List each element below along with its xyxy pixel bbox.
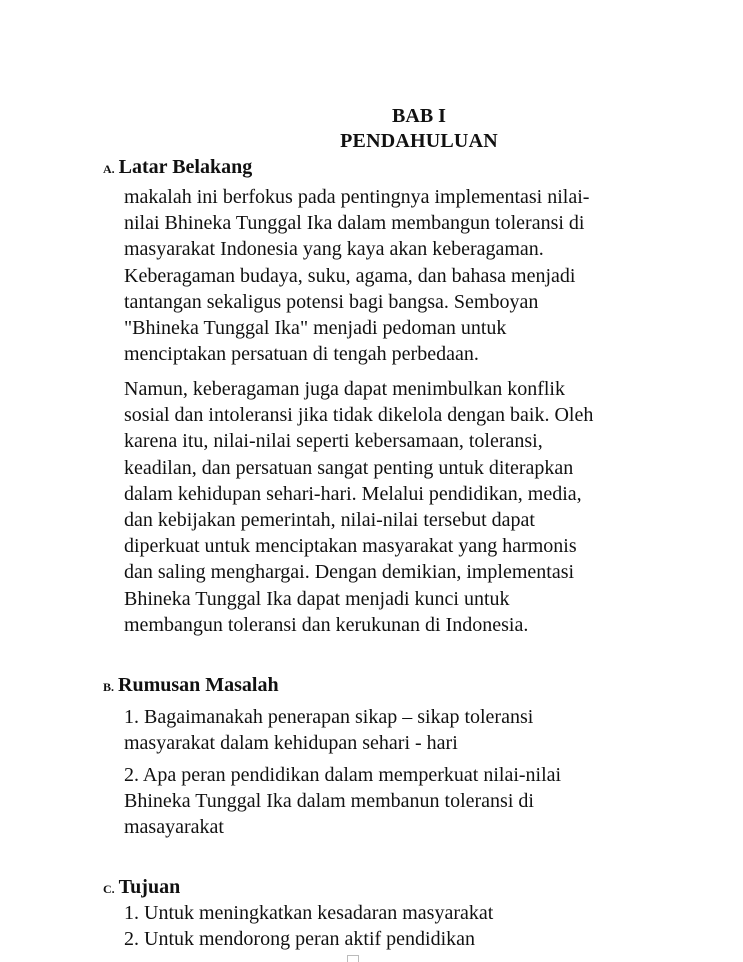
section-c-title: Tujuan	[118, 876, 181, 898]
text-line: 2. Apa peran pendidikan dalam memperkuat nilai-nilai	[124, 764, 562, 786]
section-a-title: Latar Belakang	[118, 156, 253, 178]
section-b-marker: B.	[103, 680, 115, 694]
text-line: karena itu, nilai-nilai seperti kebersamaan, toleransi,	[124, 430, 543, 453]
text-line: masayarakat	[124, 816, 224, 838]
text-line: menciptakan persatuan di tengah perbedaan.	[124, 343, 479, 366]
section-c-marker: C.	[103, 882, 115, 896]
section-a-heading	[103, 154, 252, 182]
problem-item-1	[124, 704, 664, 756]
chapter-title: PENDAHULUAN	[340, 130, 498, 152]
text-line: makalah ini berfokus pada pentingnya implementasi nilai-	[124, 186, 590, 208]
text-line: masyarakat Indonesia yang kaya akan keberagaman.	[124, 238, 544, 261]
section-a-paragraph-1	[124, 184, 664, 367]
text-line: nilai Bhineka Tunggal Ika dalam membangun toleransi di	[124, 212, 585, 235]
section-b-title: Rumusan Masalah	[118, 674, 279, 696]
text-line: diperkuat untuk menciptakan masyarakat yang harmonis	[124, 535, 577, 558]
text-line: dan saling menghargai. Dengan demikian, implementasi	[124, 561, 575, 584]
text-line: sosial dan intoleransi jika tidak dikelola dengan baik. Oleh	[124, 404, 594, 427]
text-line: tantangan sekaligus potensi bagi bangsa. Semboyan	[124, 290, 539, 313]
goal-item-2	[124, 926, 664, 952]
section-b-heading	[103, 672, 279, 700]
page-break-marker	[347, 955, 359, 962]
chapter-number: BAB I	[392, 105, 446, 127]
section-c-heading	[103, 874, 180, 902]
text-line: 1. Bagaimanakah penerapan sikap – sikap toleransi	[124, 706, 534, 728]
goal-item-1	[124, 900, 664, 926]
text-line: dalam kehidupan sehari-hari. Melalui pendidikan, media,	[124, 482, 582, 505]
text-line: 2. Untuk mendorong peran aktif pendidikan	[124, 928, 476, 950]
section-a-paragraph-2	[124, 376, 664, 638]
text-line: Bhineka Tunggal Ika dapat menjadi kunci untuk	[124, 587, 510, 610]
problem-item-2	[124, 762, 664, 840]
text-line: "Bhineka Tunggal Ika" menjadi pedoman untuk	[124, 317, 507, 340]
text-line: keadilan, dan persatuan sangat penting untuk diterapkan	[124, 456, 574, 479]
text-line: masyarakat dalam kehidupan sehari - hari	[124, 732, 458, 754]
text-line: membangun toleransi dan kerukunan di Indonesia.	[124, 613, 529, 636]
text-line: dan kebijakan pemerintah, nilai-nilai tersebut dapat	[124, 509, 535, 532]
text-line: Keberagaman budaya, suku, agama, dan bahasa menjadi	[124, 264, 576, 287]
section-a-marker: A.	[103, 162, 115, 176]
text-line: Bhineka Tunggal Ika dalam membanun toleransi di	[124, 790, 534, 812]
text-line: 1. Untuk meningkatkan kesadaran masyarakat	[124, 902, 494, 924]
text-line: Namun, keberagaman juga dapat menimbulkan konflik	[124, 378, 565, 400]
